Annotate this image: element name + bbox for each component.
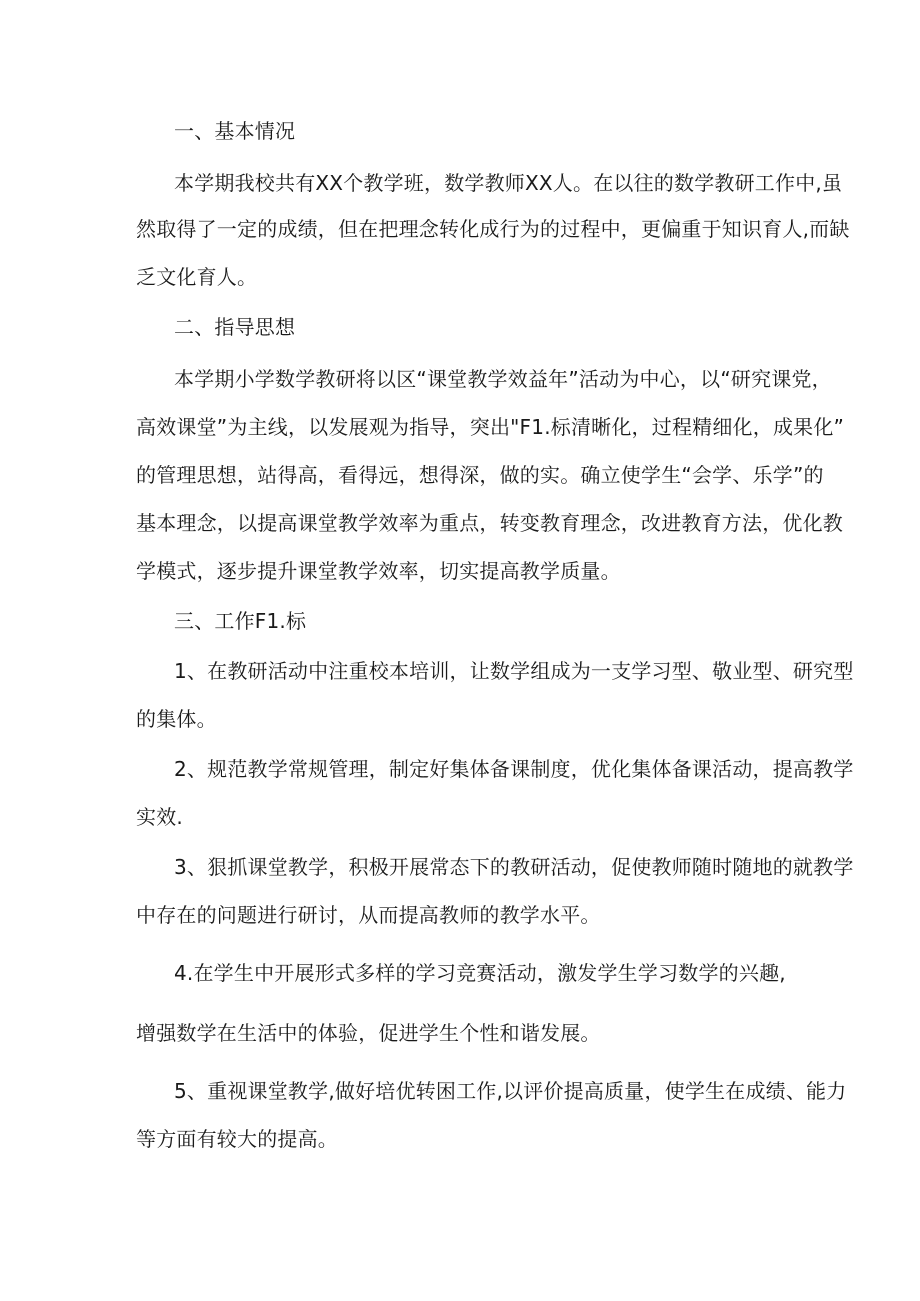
list-item-1-line1: 1、在教研活动中注重校本培训，让数学组成为一支学习型、敬业型、研究型: [174, 659, 854, 683]
list-item-4-line1: 4.在学生中开展形式多样的学习竞赛活动，激发学生学习数学的兴趣,: [174, 961, 786, 985]
paragraph-line: 基本理念，以提高课堂教学效率为重点，转变教育理念，改进教育方法，优化教: [136, 511, 843, 535]
list-item-4-line2: 增强数学在生活中的体验，促进学生个性和谐发展。: [136, 1021, 601, 1045]
list-item-5-line2: 等方面有较大的提高。: [136, 1127, 338, 1151]
paragraph-line: 本学期小学数学教研将以区“课堂教学效益年”活动为中心，以“研究课党，: [174, 367, 832, 391]
list-item-5-line1: 5、重视课堂教学,做好培优转困工作,以评价提高质量，使学生在成绩、能力: [174, 1079, 847, 1103]
list-item-3-line1: 3、狠抓课堂教学，积极开展常态下的教研活动，促使教师随时随地的就教学: [174, 855, 854, 879]
list-item-1-line2: 的集体。: [136, 707, 217, 731]
paragraph-line: 本学期我校共有XX个教学班，数学教师XX人。在以往的数学教研工作中,虽: [174, 171, 843, 195]
list-item-2-line1: 2、规范教学常规管理，制定好集体备课制度，优化集体备课活动，提高教学: [174, 757, 854, 781]
paragraph-line: 学模式，逐步提升课堂教学效率，切实提高教学质量。: [136, 559, 621, 583]
section-heading-goals: 三、工作F1.标: [174, 609, 307, 633]
paragraph-line: 高效课堂”为主线，以发展观为指导，突出"F1.标清晰化，过程精细化，成果化”: [136, 415, 845, 439]
paragraph-line: 然取得了一定的成绩，但在把理念转化成行为的过程中，更偏重于知识育人,而缺: [136, 217, 850, 241]
paragraph-line: 乏文化育人。: [136, 265, 258, 289]
list-item-3-line2: 中存在的问题进行研讨，从而提高教师的教学水平。: [136, 903, 601, 927]
section-heading-guiding: 二、指导思想: [174, 315, 296, 339]
section-heading-basic: 一、基本情况: [174, 119, 296, 143]
list-item-2-line2: 实效.: [136, 805, 183, 829]
paragraph-line: 的管理思想，站得高，看得远，想得深，做的实。确立使学生“会学、乐学”的: [136, 463, 824, 487]
